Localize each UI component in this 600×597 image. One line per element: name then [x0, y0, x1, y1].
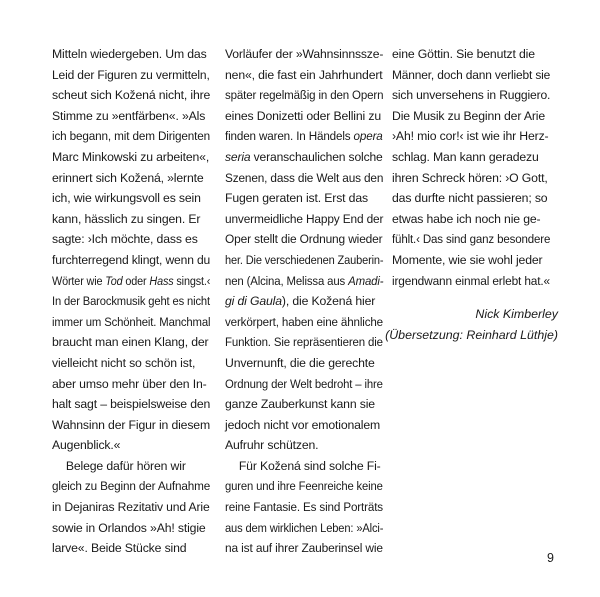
text-line: ihren Schreck hören: ›O Gott, [392, 170, 548, 185]
text-line: braucht man einen Klang, der [52, 335, 209, 350]
text-line: Vorläufer der »Wahnsinnssze- [225, 47, 384, 61]
text-line: na ist auf ihrer Zauberinsel wie [225, 541, 383, 556]
italic-text: Tod [105, 273, 123, 288]
text-line: jedoch nicht vor emotionalem [225, 417, 381, 432]
text-line: Momente, wie sie wohl jeder [392, 252, 543, 267]
text-line: Fugen geraten ist. Erst das [225, 191, 368, 206]
text-line: Stimme zu »entfärben«. »Als [52, 108, 206, 123]
text-run: finden waren. In Händels [225, 129, 354, 144]
text-column-1 [52, 44, 212, 559]
text-line: irgendwann einmal erlebt hat.« [392, 273, 551, 288]
text-line [225, 271, 384, 292]
text-line: Funktion. Sie repräsentieren die [225, 335, 383, 350]
text-line: aus dem wirklichen Leben: »Alci- [225, 520, 384, 535]
text-line: larve«. Beide Stücke sind [52, 541, 187, 556]
text-line: fühlt.‹ Das sind ganz besondere [392, 232, 551, 247]
text-line: scheut sich Kožená nicht, ihre [52, 88, 211, 103]
text-line: Unvernunft, die die gerechte [225, 355, 375, 370]
text-line: Die Musik zu Beginn der Arie [392, 108, 546, 123]
italic-text: gi di Gaula [225, 294, 282, 309]
text-line: guren und ihre Feenreiche keine [225, 479, 383, 494]
text-line: immer um Schönheit. Manchmal [52, 314, 211, 329]
text-line: kann, hässlich zu singen. Er [52, 211, 201, 226]
text-line: das durfte nicht passieren; so [392, 191, 548, 206]
text-column-2 [225, 44, 385, 559]
text-line: Belege dafür hören wir [65, 458, 186, 473]
text-line: sowie in Orlandos »Ah! stigie [52, 520, 206, 535]
text-line: Augenblick.« [52, 438, 121, 453]
italic-text: seria [225, 149, 251, 164]
text-line: sich unversehens in Ruggiero. [392, 88, 551, 103]
text-line: furchterregend klingt, wenn du [52, 252, 211, 267]
text-line: In der Barockmusik geht es nicht [52, 294, 210, 309]
text-line: unvermeidliche Happy End der [225, 211, 384, 226]
text-line: erinnert sich Kožená, »lernte [52, 170, 204, 185]
text-run: singst.‹ [173, 273, 211, 288]
text-line: ganze Zauberkunst kann sie [225, 397, 375, 412]
italic-text: opera [353, 129, 383, 144]
text-line: Männer, doch dann verliebt sie [392, 67, 551, 82]
text-run: ), die Kožená hier [281, 294, 376, 309]
text-line: nen«, die fast ein Jahrhundert [225, 67, 383, 82]
author-name: Nick Kimberley [475, 307, 558, 321]
text-line: Marc Minkowski zu arbeiten«, [52, 149, 210, 164]
text-line: reine Fantasie. Es sind Porträts [225, 500, 383, 515]
text-line: verkörpert, haben eine ähnliche [225, 314, 383, 329]
text-line: ich, wie wirkungsvoll es sein [52, 191, 201, 206]
text-line: etwas habe ich noch nie ge- [392, 211, 541, 226]
text-run: oder [122, 273, 150, 288]
text-line: ich begann, mit dem Dirigenten [52, 129, 210, 144]
text-line: später regelmäßig in den Opern [225, 88, 384, 103]
text-line: vielleicht nicht so schön ist, [52, 355, 196, 370]
text-line: Ordnung der Welt bedroht – ihre [225, 376, 383, 391]
text-line [52, 271, 211, 292]
text-line [225, 126, 383, 147]
text-line [225, 147, 381, 168]
translator-credit: (Übersetzung: Reinhard Lüthje) [385, 328, 558, 342]
text-line: Mitteln wiedergeben. Um das [52, 47, 207, 61]
text-line: halt sagt – beispielsweise den [52, 397, 211, 412]
text-line [225, 291, 383, 312]
text-run: veranschaulichen solche [250, 149, 383, 164]
italic-text: Hass [149, 273, 174, 288]
text-column-3 [392, 44, 552, 291]
text-line: Für Kožená sind solche Fi- [238, 458, 381, 473]
text-run: nen (Alcina, Melissa aus [225, 273, 349, 288]
text-line: Aufruhr schützen. [225, 438, 319, 453]
text-line: Wahnsinn der Figur in diesem [52, 417, 211, 432]
text-line: aber umso mehr über den In- [52, 376, 207, 391]
text-line: Leid der Figuren zu vermitteln, [52, 67, 210, 82]
text-line: Szenen, dass die Welt aus den [225, 170, 384, 185]
text-line: schlag. Man kann geradezu [392, 149, 539, 164]
text-line: sagte: ›Ich möchte, dass es [52, 232, 198, 247]
italic-text: Amadi- [348, 273, 384, 288]
text-line: gleich zu Beginn der Aufnahme [52, 479, 211, 494]
text-line: her. Die verschiedenen Zauberin- [225, 252, 384, 267]
text-line: Oper stellt die Ordnung wieder [225, 232, 383, 247]
text-run: Wörter wie [52, 273, 106, 288]
text-line: eine Göttin. Sie benutzt die [392, 47, 535, 61]
text-line: in Dejaniras Rezitativ und Arie [52, 500, 210, 515]
page-number: 9 [547, 551, 554, 565]
text-line: eines Donizetti oder Bellini zu [225, 108, 382, 123]
text-line: ›Ah! mio cor!‹ ist wie ihr Herz- [392, 129, 549, 144]
